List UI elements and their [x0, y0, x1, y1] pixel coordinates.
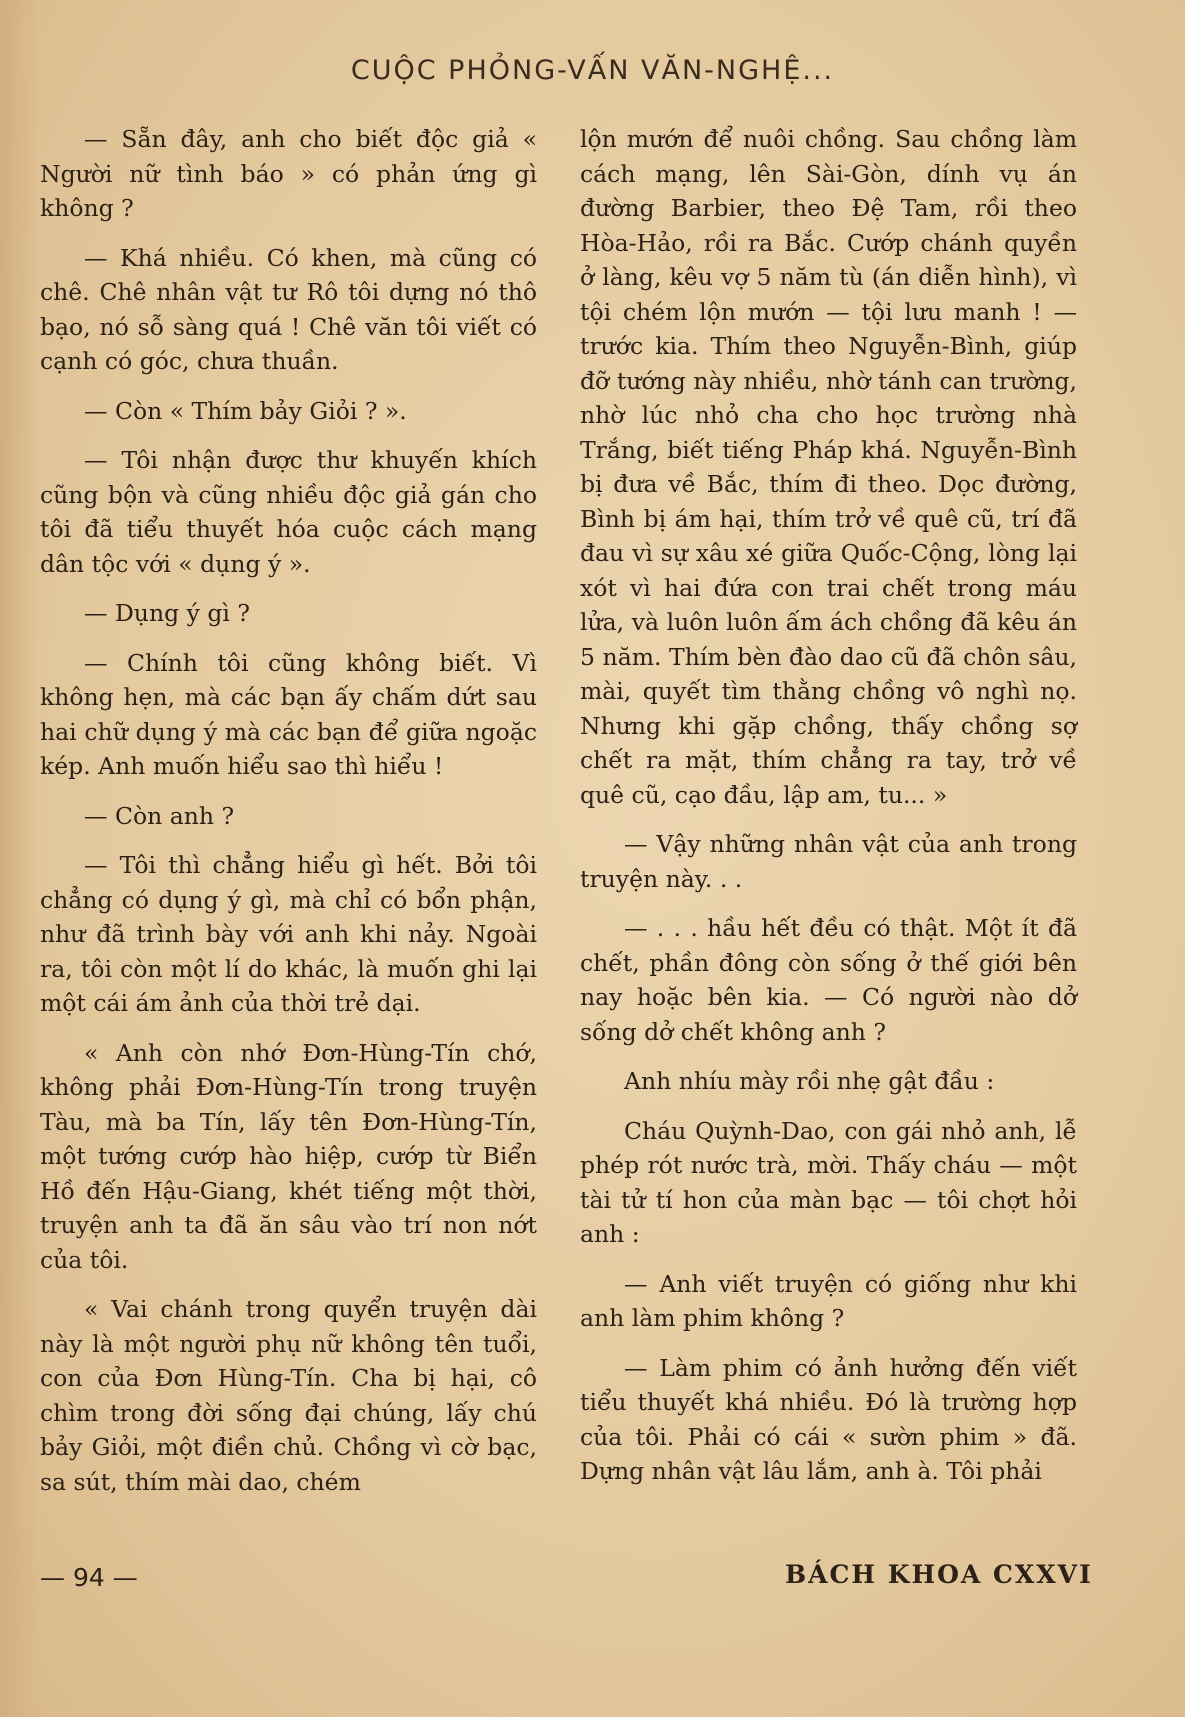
page-header: CUỘC PHỎNG-VẤN VĂN-NGHỆ... — [350, 55, 835, 86]
paragraph: — Sẵn đây, anh cho biết độc giả « Người nữ tình báo » có phản ứng gì không ? — [40, 125, 537, 222]
paragraph: — Vậy những nhân vật của anh trong truyện này. . . — [580, 830, 1077, 893]
paragraph: — Còn anh ? — [84, 801, 235, 830]
paragraph: — Chính tôi cũng không biết. Vì không hẹn, mà các bạn ấy chấm dứt sau hai chữ dụng ý mà các bạn để giữa ngoặc kép. Anh muốn hiểu sao thì hiểu ! — [40, 648, 537, 780]
paragraph: Anh nhíu mày rồi nhẹ gật đầu : — [624, 1067, 995, 1095]
paragraph: « Anh còn nhớ Đơn-Hùng-Tín chớ, không phải Đơn-Hùng-Tín trong truyện Tàu, mà ba Tín, lấy tên Đơn-Hùng-Tín, một tướng cướp hào hiệp, cướp từ Biển Hồ đến Hậu-Giang, khét tiếng một thời, truyện anh ta đã ăn sâu vào trí non nớt của tôi. — [40, 1038, 537, 1274]
paragraph: — Dụng ý gì ? — [84, 599, 250, 627]
paragraph: — Anh viết truyện có giống như khi anh làm phim không ? — [580, 1269, 1077, 1332]
paragraph: — . . . hầu hết đều có thật. Một ít đã chết, phần đông còn sống ở thế giới bên nay hoặc bên kia. — Có người nào dở sống dở chết không anh ? — [580, 914, 1077, 1046]
paragraph: Cháu Quỳnh-Dao, con gái nhỏ anh, lễ phép rót nước trà, mời. Thấy cháu — một tài tử tí hon của màn bạc — tôi chợt hỏi anh : — [580, 1116, 1077, 1248]
right-column — [580, 122, 1077, 1489]
paragraph: — Còn « Thím bảy Giỏi ? ». — [84, 396, 407, 425]
paragraph: lộn mướn để nuôi chồng. Sau chồng làm cách mạng, lên Sài-Gòn, dính vụ án đường Barbier, theo Đệ Tam, rồi theo Hòa-Hảo, rồi ra Bắc. Cướp chánh quyền ở làng, kêu vợ 5 năm tù (án diễn hình), vì tội chém lộn mướn — tội lưu manh ! — trước kia. Thím theo Nguyễn-Bình, giúp đỡ tướng này nhiều, nhờ tánh can trường, nhờ lúc nhỏ cha cho học trường nhà Trắng, biết tiếng Pháp khá. Nguyễn-Bình bị đưa về Bắc, thím đi theo. Dọc đường, Bình bị ám hại, thím trở về quê cũ, trí đã đau vì sự xâu xé giữa Quốc-Cộng, lòng lại xót vì hai đứa con trai chết trong máu lửa, và luôn luôn ấm ách chồng đã kêu án 5 năm. Thím bèn đào dao cũ đã chôn sâu, mài, quyết tìm thằng chồng vô nghì nọ. Nhưng khi gặp chồng, thấy chồng sợ chết ra mặt, thím chẳng ra tay, trở về quê cũ, cạo đầu, lập am, tu... » — [580, 125, 1077, 809]
paragraph: — Tôi nhận được thư khuyến khích cũng bộn và cũng nhiều độc giả gán cho tôi đã tiểu thuyết hóa cuộc cách mạng dân tộc với « dụng ý ». — [40, 446, 537, 578]
paragraph: — Tôi thì chẳng hiểu gì hết. Bởi tôi chẳng có dụng ý gì, mà chỉ có bổn phận, như đã trình bày với anh khi nảy. Ngoài ra, tôi còn một lí do khác, là muốn ghi lại một cái ám ảnh của thời trẻ dại. — [40, 851, 537, 1017]
paragraph: — Làm phim có ảnh hưởng đến viết tiểu thuyết khá nhiều. Đó là trường hợp của tôi. Phải có cái « sườn phim » đã. Dựng nhân vật lâu lắm, anh à. Tôi phải — [580, 1353, 1077, 1485]
paragraph: — Khá nhiều. Có khen, mà cũng có chê. Chê nhân vật tư Rô tôi dựng nó thô bạo, nó sỗ sàng quá ! Chê văn tôi viết có cạnh có góc, chưa thuần. — [40, 243, 537, 375]
publication-name: BÁCH KHOA CXXVI — [785, 1560, 1093, 1589]
page-edge-shadow — [0, 0, 40, 1717]
page-number: — 94 — — [40, 1563, 138, 1592]
paragraph: « Vai chánh trong quyển truyện dài này là một người phụ nữ không tên tuổi, con của Đơn Hùng-Tín. Cha bị hại, cô chìm trong đời sống đại chúng, lấy chú bảy Giỏi, một điền chủ. Chồng vì cờ bạc, sa sút, thím mài dao, chém — [40, 1295, 537, 1496]
left-column — [40, 122, 537, 1499]
